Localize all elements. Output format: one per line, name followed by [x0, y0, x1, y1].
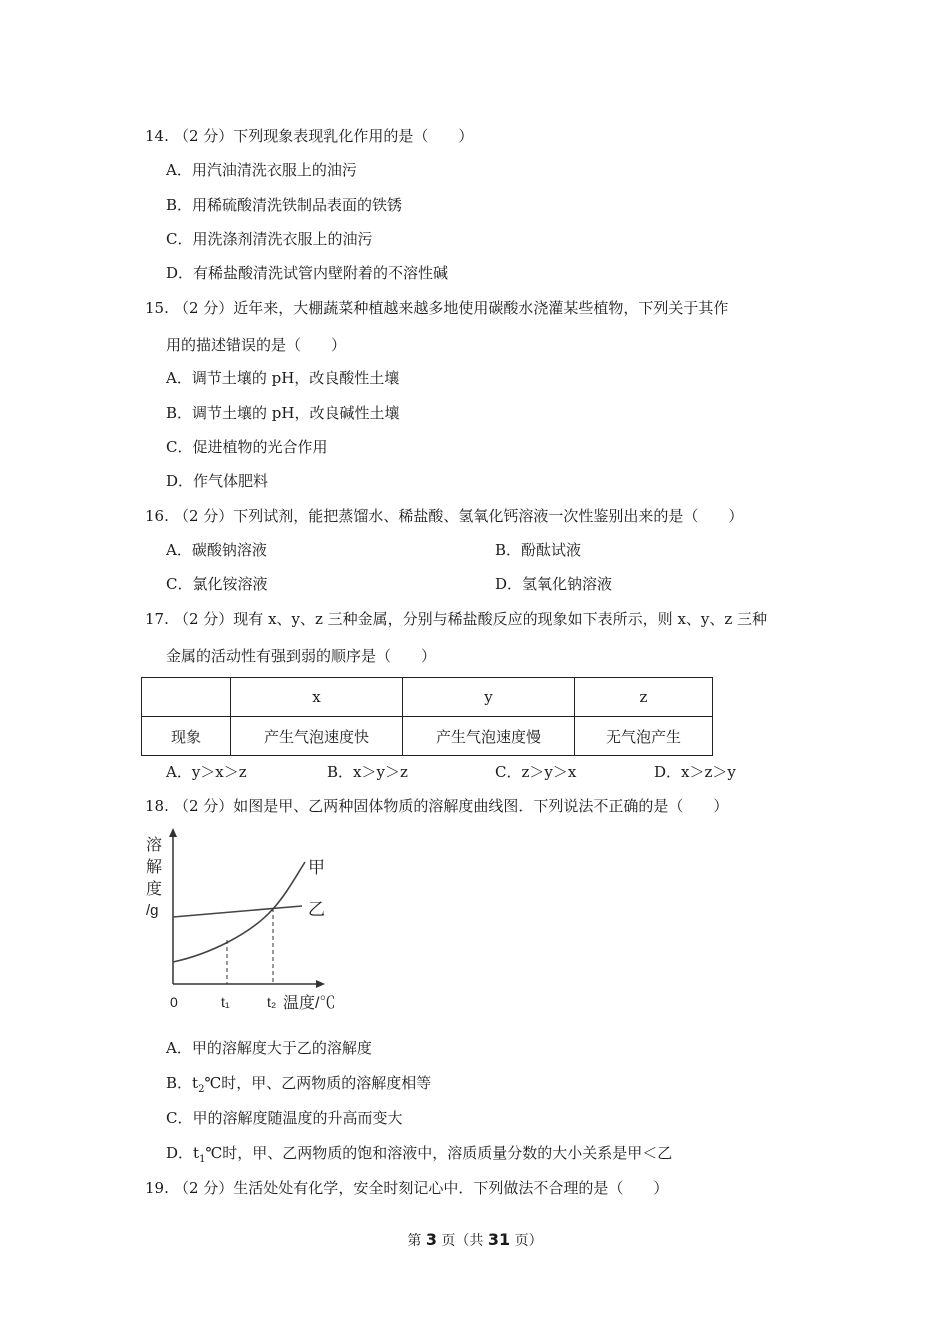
- q16-option-c: C．氯化铵溶液: [166, 575, 268, 593]
- x-origin-label: 0: [170, 994, 178, 1010]
- q18-option-d-text: ℃时，甲、乙两物质的饱和溶液中，溶质质量分数的大小关系是甲＜乙: [205, 1144, 673, 1162]
- x-tick-t1: t₁: [221, 994, 230, 1010]
- q19-stem: （2 分）生活处处有化学，安全时刻记心中．下列做法不合理的是（ ）: [174, 1179, 669, 1197]
- x-tick-t2: t₂: [267, 994, 277, 1010]
- q14-option-a: A．用汽油清洗衣服上的油污: [166, 161, 357, 179]
- y-axis-label-char-1: 溶: [146, 837, 163, 854]
- x-axis-arrow: [316, 980, 325, 988]
- footer-suffix: 页）: [510, 1233, 543, 1249]
- y-axis-label-char-3: 度: [146, 881, 163, 898]
- q14-number: 14.: [145, 127, 169, 145]
- q18-option-b: [166, 1073, 431, 1100]
- q18-option-b-text: ℃时，甲、乙两物质的溶解度相等: [204, 1074, 432, 1092]
- footer-page-number: 3: [425, 1230, 437, 1249]
- q15-option-c: C．促进植物的光合作用: [166, 438, 328, 456]
- q16-stem: （2 分）下列试剂，能把蒸馏水、稀盐酸、氢氧化钙溶液一次性鉴别出来的是（ ）: [174, 507, 744, 525]
- table-row-label: 现象: [142, 717, 231, 756]
- q14-stem: （2 分）下列现象表现乳化作用的是（ ）: [174, 127, 474, 145]
- x-axis-label: 温度/℃: [283, 995, 336, 1012]
- table-header-x: x: [231, 678, 403, 717]
- q15-option-a: A．调节土壤的 pH，改良酸性土壤: [166, 369, 400, 387]
- q15-option-b: B．调节土壤的 pH，改良碱性土壤: [166, 404, 400, 422]
- q18-option-d: [166, 1143, 672, 1170]
- q17-option-a: A．y＞x＞z: [166, 763, 247, 781]
- table-header-y: y: [403, 678, 575, 717]
- footer-total-pages: 31: [487, 1230, 511, 1249]
- q19-number: 19.: [145, 1179, 169, 1197]
- y-axis-label-char-2: 解: [146, 859, 163, 876]
- table-cell-z: 无气泡产生: [575, 717, 713, 756]
- q18-number: 18.: [145, 797, 169, 815]
- q16-option-d: D．氢氧化钠溶液: [495, 575, 613, 593]
- q17-number: 17.: [145, 610, 169, 628]
- q15-option-d: D．作气体肥料: [166, 472, 269, 490]
- q18-option-d-prefix: D．t: [166, 1144, 200, 1162]
- curve-yi: [173, 906, 302, 917]
- q16-option-b: B．酚酞试液: [495, 541, 582, 559]
- q18-option-d-subscript: 1: [199, 1154, 206, 1165]
- q14-option-c: C．用洗涤剂清洗衣服上的油污: [166, 230, 373, 248]
- q15-stem-line1: （2 分）近年来，大棚蔬菜种植越来越多地使用碳酸水浇灌某些植物，下列关于其作: [174, 299, 729, 317]
- table-cell-y: 产生气泡速度慢: [403, 717, 575, 756]
- page-footer: [0, 1230, 950, 1250]
- q14-option-b: B．用稀硫酸清洗铁制品表面的铁锈: [166, 196, 403, 214]
- q18-option-b-subscript: 2: [198, 1084, 205, 1095]
- q17-stem-line1: （2 分）现有 x、y、z 三种金属，分别与稀盐酸反应的现象如下表所示，则 x、y、z 三种: [174, 610, 768, 628]
- solubility-curve-graph: [140, 826, 350, 1012]
- q16-option-a: A．碳酸钠溶液: [166, 541, 267, 559]
- q18-option-b-prefix: B．t: [166, 1074, 199, 1092]
- q17-option-b: B．x＞y＞z: [327, 763, 408, 781]
- q17-observation-table: [141, 677, 713, 756]
- y-axis-arrow: [169, 828, 177, 837]
- footer-prefix: 第: [407, 1233, 426, 1249]
- table-header-row: [142, 678, 713, 717]
- series-label-yi: 乙: [308, 900, 325, 919]
- q17-option-c: C．z＞y＞x: [495, 763, 577, 781]
- q15-number: 15.: [145, 299, 169, 317]
- q18-stem: （2 分）如图是甲、乙两种固体物质的溶解度曲线图．下列说法不正确的是（ ）: [174, 797, 729, 815]
- q17-stem-line2: 金属的活动性有强到弱的顺序是（ ）: [166, 647, 437, 665]
- q17-option-d: D．x＞z＞y: [654, 763, 736, 781]
- table-header-z: z: [575, 678, 713, 717]
- q14-option-d: D．有稀盐酸清洗试管内壁附着的不溶性碱: [166, 264, 449, 282]
- table-row: [142, 717, 713, 756]
- q18-option-a: A．甲的溶解度大于乙的溶解度: [166, 1039, 372, 1057]
- q18-option-c: C．甲的溶解度随温度的升高而变大: [166, 1109, 403, 1127]
- table-cell-x: 产生气泡速度快: [231, 717, 403, 756]
- y-axis-unit: /g: [146, 902, 159, 919]
- footer-middle: 页（共: [436, 1233, 488, 1249]
- series-label-jia: 甲: [308, 858, 325, 877]
- table-header-blank: [142, 678, 231, 717]
- q15-stem-line2: 用的描述错误的是（ ）: [166, 336, 347, 354]
- q16-number: 16.: [145, 507, 169, 525]
